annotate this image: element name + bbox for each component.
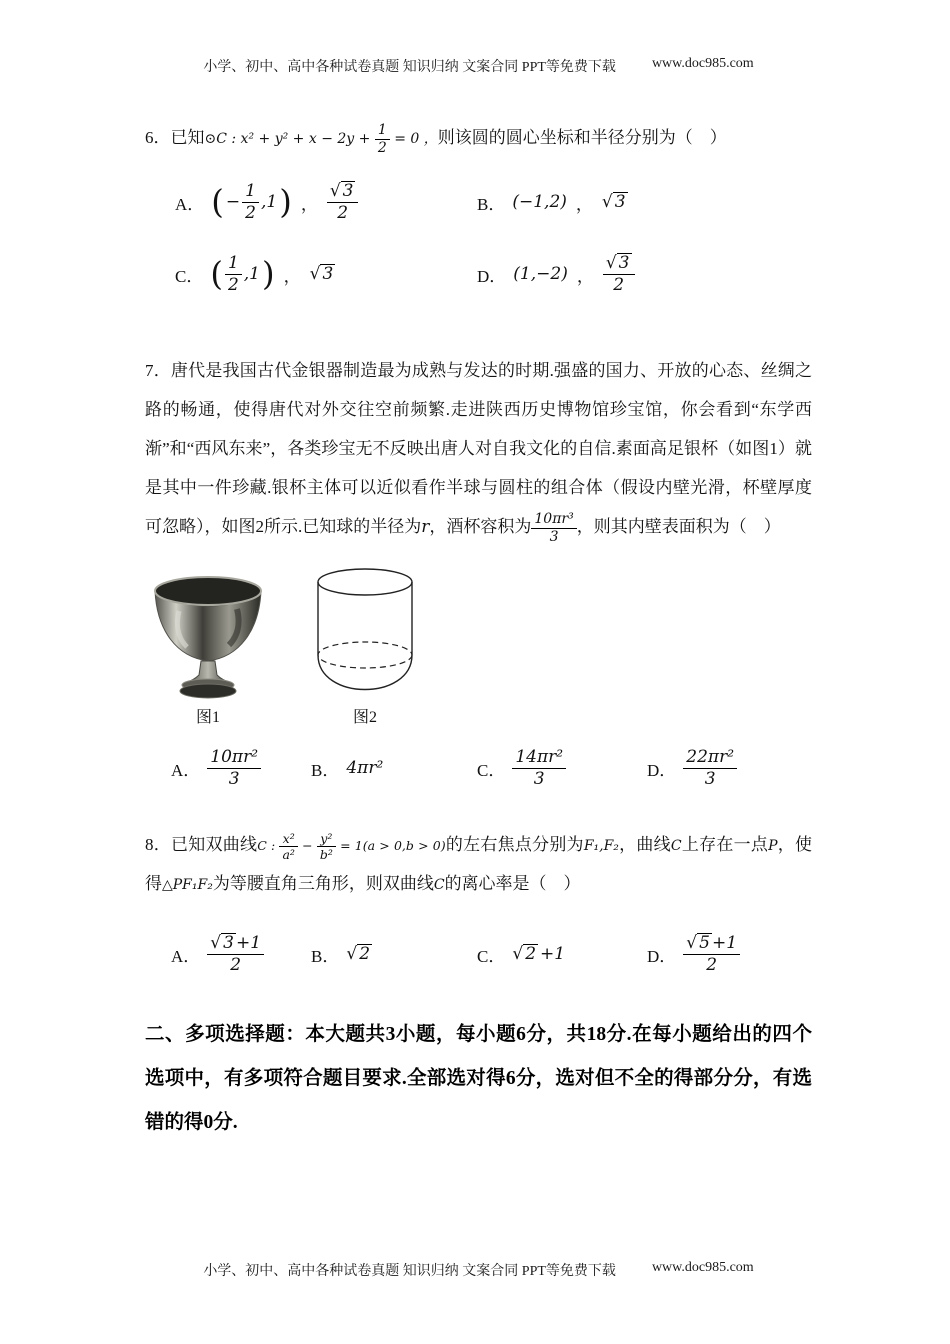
question-8 — [145, 825, 812, 981]
fraction: $\frac{\text{14πr²}}{3}$ — [512, 747, 566, 789]
triangle-symbol: △PF₁F₂ — [162, 877, 213, 894]
right-paren: ) — [262, 254, 275, 293]
coords: (−1,2) — [512, 192, 567, 213]
q7-option-C-value — [512, 747, 566, 789]
q6-circle-equation: ⊙C : x² + y² + x − 2y + $\frac{1}{2}$ = 0 ， — [204, 121, 438, 156]
figure-2 — [295, 563, 435, 727]
option-label: B． — [477, 194, 506, 214]
page-footer — [145, 1260, 812, 1280]
option-label: A． — [171, 760, 201, 780]
q6-option-A-value: ( − $\frac{1}{2}$ ,1 ) ， $\frac{√ 3}{2}$ — [211, 181, 358, 223]
curve-symbol: C — [670, 838, 682, 855]
sqrt: √ 3 — [601, 191, 626, 212]
figure-1-caption: 图1 — [195, 709, 220, 727]
q6-option-B-value: (−1,2) ， √ 3 — [512, 191, 626, 215]
fraction: $\frac{\text{22πr²}}{3}$ — [683, 747, 737, 789]
fraction: $\frac{1}{2}$ — [225, 253, 242, 295]
option-label: C． — [477, 760, 506, 780]
q6-options-row-2 — [145, 253, 812, 295]
option-label: B． — [311, 760, 340, 780]
fraction: $\frac{\text{y²}}{\text{b²}}$ — [317, 831, 336, 862]
option-label: D． — [477, 266, 507, 286]
sqrt: √ 3 — [210, 933, 234, 954]
option-label: C． — [477, 946, 506, 966]
q7-option-A-value — [207, 747, 261, 789]
radius-variable: r — [421, 517, 430, 538]
q6-option-D — [477, 253, 779, 295]
fraction: $\frac{√ 5 +1}{2}$ — [683, 933, 740, 975]
volume-fraction: $\frac{\text{10πr³}}{3}$ — [531, 511, 576, 546]
q6-options-row-1 — [145, 181, 812, 223]
minus-sign: − — [225, 192, 241, 213]
fraction: $\frac{1}{2}$ — [375, 122, 390, 157]
question-7 — [145, 351, 812, 795]
radius-fraction: $\frac{√ 3}{2}$ — [603, 253, 635, 295]
left-paren: ( — [210, 254, 223, 293]
question-6 — [145, 118, 812, 325]
q6-option-A — [175, 181, 477, 223]
q8-options-row — [145, 933, 812, 975]
cylinder-hemisphere-diagram — [295, 563, 435, 701]
sqrt: √ 5 — [686, 933, 710, 954]
sqrt: √ 2 — [346, 944, 371, 965]
q6-option-D-value: (1,−2) ， $\frac{√ 3}{2}$ — [513, 253, 634, 295]
section-2-heading: 二、多项选择题：本大题共3小题，每小题6分，共18分.在每小题给出的四个选项中，有多项符合题目要求.全部选对得6分，选对但不全的得部分分，有选错的得0分. — [145, 1024, 812, 1134]
q6-option-C-value: ( $\frac{1}{2}$ ,1 ) ， √ 3 — [210, 253, 334, 295]
option-label: C． — [175, 266, 204, 286]
q7-option-B-value: 4πr² — [346, 758, 384, 779]
right-paren: ) — [279, 182, 292, 221]
question-6-stem — [145, 118, 812, 157]
q7-options-row — [145, 747, 812, 789]
q7-option-C — [477, 747, 647, 789]
radius-fraction: $\frac{√ 3}{2}$ — [327, 181, 359, 223]
q7-option-A — [171, 747, 311, 789]
foci-symbols: F₁,F₂ — [583, 838, 619, 855]
q6-option-B — [477, 190, 779, 215]
q7-option-D — [647, 747, 737, 789]
sqrt: √ 3 — [605, 253, 630, 274]
option-label: A． — [171, 946, 201, 966]
footer-site-link[interactable]: www.doc985.com — [651, 1260, 754, 1275]
q8-option-D — [647, 933, 740, 975]
point-symbol: P — [768, 838, 778, 855]
sqrt: √ 3 — [329, 181, 354, 202]
page-header — [145, 56, 812, 76]
q8-option-A — [171, 933, 311, 975]
q7-figures — [145, 563, 812, 727]
fraction: $\frac{√ 3 +1}{2}$ — [207, 933, 264, 975]
q8-option-B-value — [346, 944, 372, 965]
option-label: D． — [647, 946, 677, 966]
fraction: $\frac{1}{2}$ — [242, 181, 259, 223]
left-paren: ( — [211, 182, 224, 221]
header-site-link[interactable]: www.doc985.com — [651, 56, 754, 71]
q8-option-B — [311, 942, 477, 967]
q7-option-B — [311, 756, 477, 781]
header-promo-text: 小学、初中、高中各种试卷真题 知识归纳 文案合同 PPT等免费下载 — [203, 60, 616, 75]
footer-promo-text: 小学、初中、高中各种试卷真题 知识归纳 文案合同 PPT等免费下载 — [203, 1264, 616, 1279]
question-7-stem: 7．唐代是我国古代金银器制造最为成熟与发达的时期.强盛的国力、开放的心态、丝绸之路的畅通，使得唐代对外交往空前频繁.走进陕西历史博物馆珍宝馆，你会看到“东学西渐”和“西风东来”，各类珍宝无不反映出唐人对自我文化的自信.素面高足银杯（如图1）就是其中一件珍藏.银杯主体可以近似看作半球与圆柱的组合体（假设内壁光滑，杯壁厚度可忽略），如图2所示.已知球的半径为r，酒杯容积为 $\frac{\text{10πr³}}{3}$ ，则其内壁表面积为（ ） — [145, 360, 812, 546]
silver-goblet-photo — [149, 575, 267, 701]
sqrt: √ 2 — [512, 944, 537, 965]
sqrt: √ 3 — [309, 263, 334, 284]
q6-tail: 则该圆的圆心坐标和半径分别为（ ） — [437, 128, 727, 147]
question-8-stem: 8．已知双曲线C : $\frac{\text{x²}}{\text{a²}}$ − $\frac{\text{y²}}{\text{b²}}$ = 1(a > 0,b > 0)的左右焦点分别为F₁,F₂，曲线C上存在一点P，使得△PF₁F₂为等腰直角三角形，则双曲线C的离心率是（ ） — [145, 831, 813, 894]
q6-option-C — [175, 253, 477, 295]
option-label: B． — [311, 946, 340, 966]
coords: (1,−2) — [513, 264, 568, 284]
option-label: A． — [175, 194, 205, 214]
curve-symbol: C — [433, 877, 445, 894]
fraction: $\frac{\text{x²}}{\text{a²}}$ — [279, 831, 297, 862]
figure-1 — [149, 575, 267, 727]
option-label: D． — [647, 760, 677, 780]
q8-option-A-value — [207, 933, 264, 975]
q7-option-D-value — [683, 747, 737, 789]
figure-2-caption: 图2 — [352, 709, 377, 727]
q8-option-D-value — [683, 933, 740, 975]
fraction: $\frac{\text{10πr²}}{3}$ — [207, 747, 261, 789]
hyperbola-equation: C : $\frac{\text{x²}}{\text{a²}}$ − $\frac{\text{y²}}{\text{b²}}$ = 1(a > 0,b > 0) — [257, 831, 446, 863]
q8-option-C — [477, 942, 647, 967]
q8-option-C-value: √ 2 +1 — [512, 944, 566, 965]
q6-lead: 6．已知 — [145, 128, 205, 147]
